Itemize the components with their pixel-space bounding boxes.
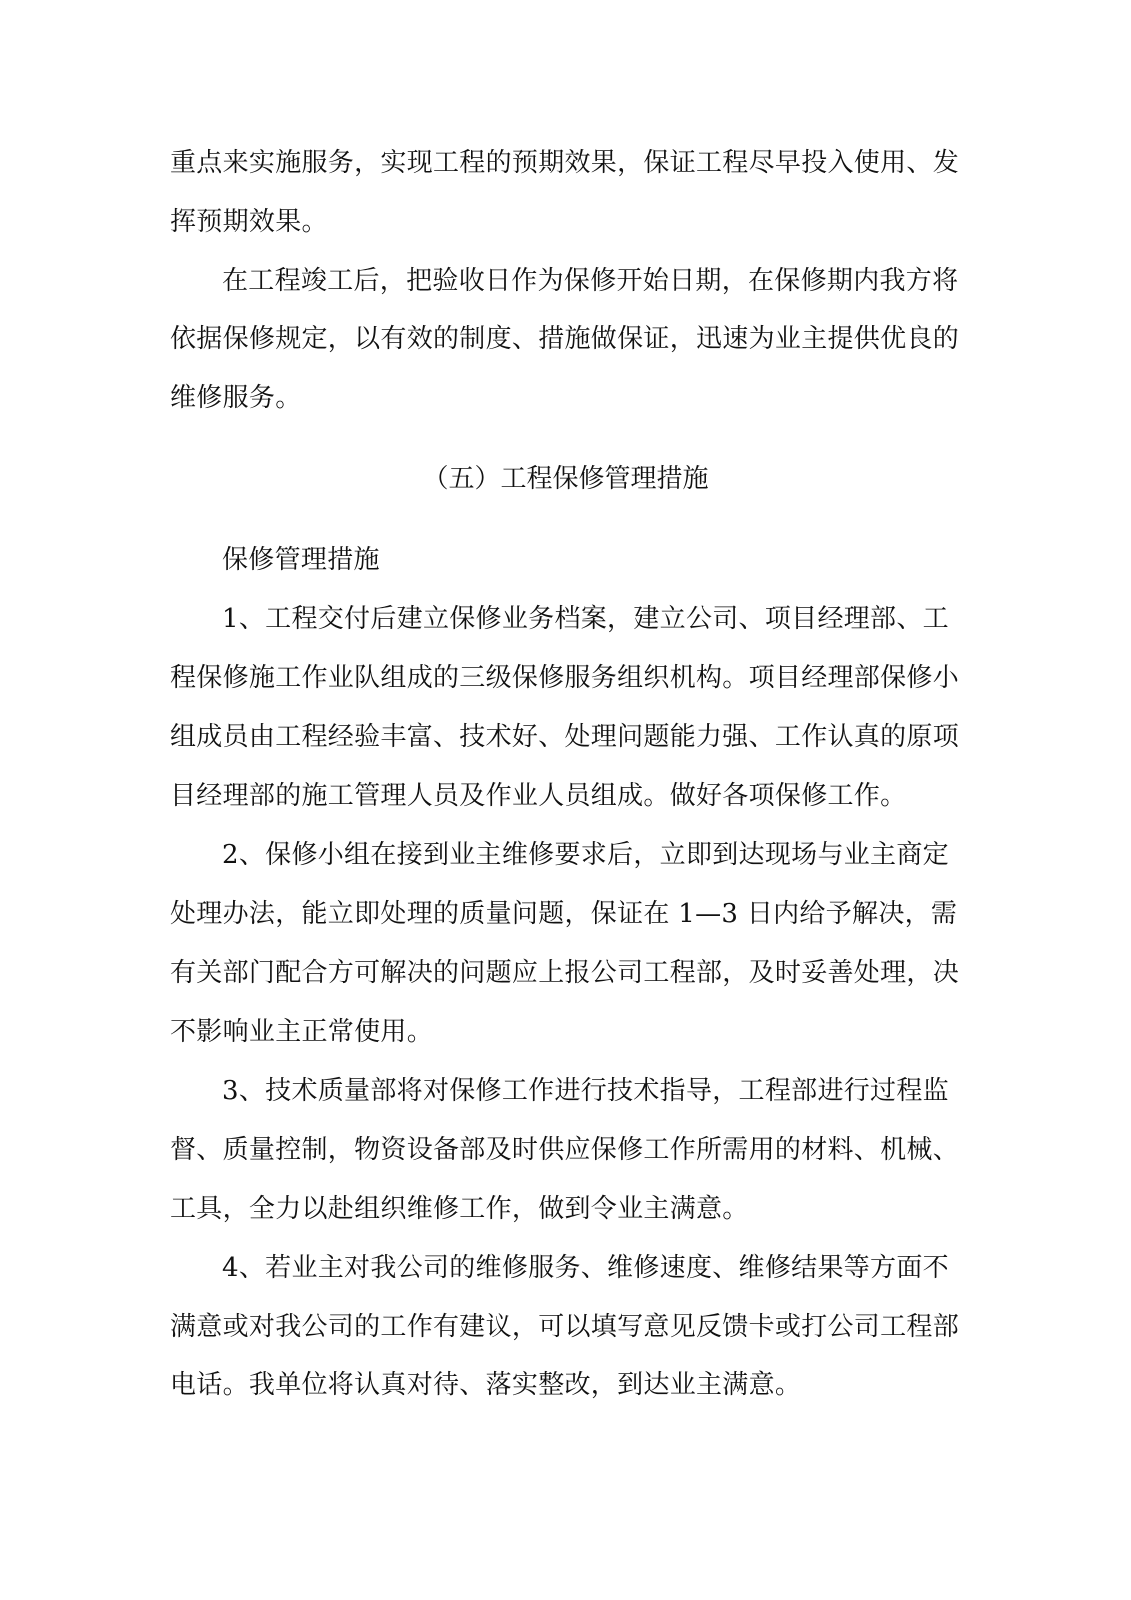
- text-line: 程保修施工作业队组成的三级保修服务组织机构。项目经理部保修小: [170, 663, 960, 693]
- text-line: 在工程竣工后，把验收日作为保修开始日期，在保修期内我方将: [222, 266, 959, 296]
- text-line: 维修服务。: [170, 383, 302, 413]
- text-line: 有关部门配合方可解决的问题应上报公司工程部，及时妥善处理，决: [170, 958, 960, 988]
- text-line: 保修管理措施: [222, 545, 380, 575]
- text-line: 电话。我单位将认真对待、落实整改，到达业主满意。: [170, 1370, 802, 1400]
- text-line: 4、若业主对我公司的维修服务、维修速度、维修结果等方面不: [222, 1253, 949, 1283]
- text-line: 督、质量控制，物资设备部及时供应保修工作所需用的材料、机械、: [170, 1135, 960, 1165]
- text-line: 挥预期效果。: [170, 207, 328, 237]
- text-line: 依据保修规定，以有效的制度、措施做保证，迅速为业主提供优良的: [170, 324, 960, 354]
- text-line: 1、工程交付后建立保修业务档案，建立公司、项目经理部、工: [222, 604, 949, 634]
- text-line: 工具，全力以赴组织维修工作，做到令业主满意。: [170, 1194, 749, 1224]
- text-line: 处理办法，能立即处理的质量问题，保证在 1—3 日内给予解决，需: [170, 899, 958, 929]
- text-line: 不影响业主正常使用。: [170, 1017, 434, 1047]
- section-heading: （五）工程保修管理措施: [422, 464, 709, 494]
- text-line: 组成员由工程经验丰富、技术好、处理问题能力强、工作认真的原项: [170, 722, 960, 752]
- text-line: 满意或对我公司的工作有建议，可以填写意见反馈卡或打公司工程部: [170, 1312, 960, 1342]
- text-line: 2、保修小组在接到业主维修要求后，立即到达现场与业主商定: [222, 840, 949, 870]
- text-line: 3、技术质量部将对保修工作进行技术指导，工程部进行过程监: [222, 1076, 949, 1106]
- text-line: 目经理部的施工管理人员及作业人员组成。做好各项保修工作。: [170, 781, 907, 811]
- text-line: 重点来实施服务，实现工程的预期效果，保证工程尽早投入使用、发: [170, 148, 960, 178]
